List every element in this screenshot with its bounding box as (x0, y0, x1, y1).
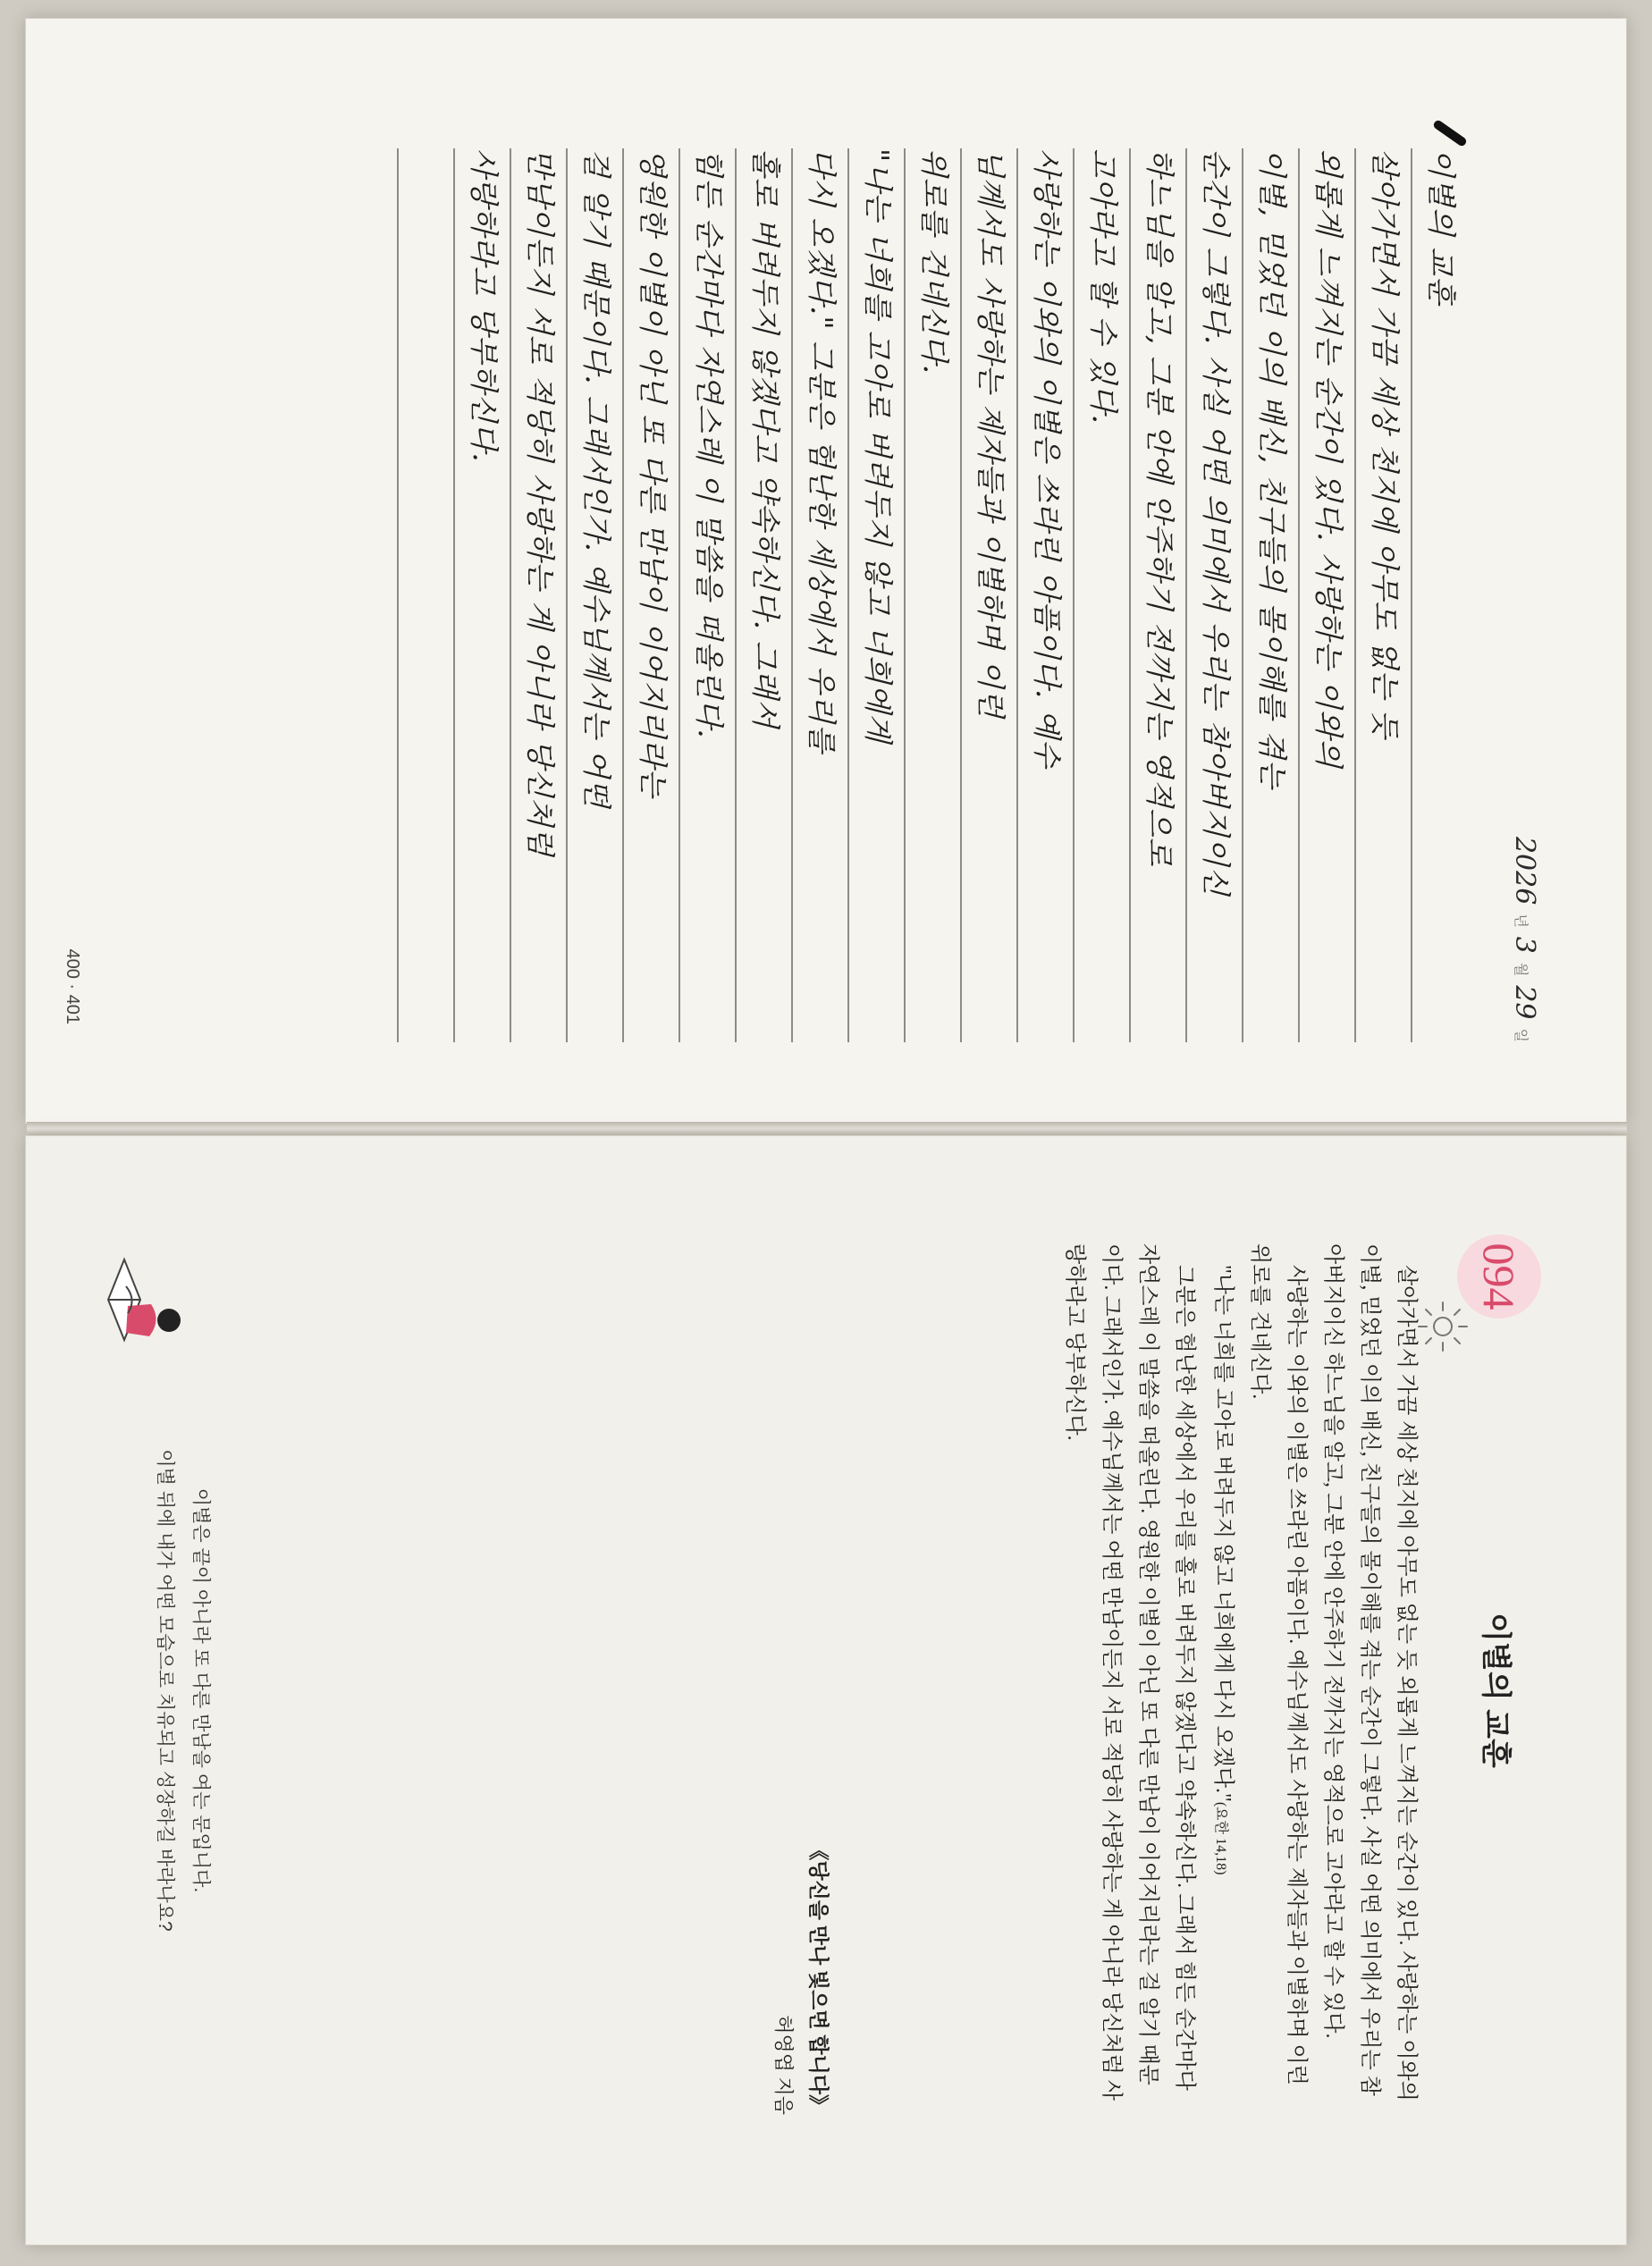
handwritten-lines (397, 148, 1467, 1042)
handwritten-line: 다시 오겠다." 그분은 험난한 세상에서 우리를 (791, 148, 847, 1042)
date-day: 29 (1509, 985, 1540, 1020)
handwritten-line: 영원한 이별이 아닌 또 다른 만남이 이어지리라는 (622, 148, 678, 1042)
date-month-unit: 월 (1513, 962, 1530, 977)
date-month: 3 (1509, 936, 1540, 954)
handwritten-line: 살아가면서 가끔 세상 천지에 아무도 없는 듯 (1354, 148, 1411, 1042)
date-line (1509, 837, 1540, 1042)
handwritten-line: 위로를 건네신다. (904, 148, 960, 1042)
date-day-unit: 일 (1513, 1028, 1530, 1042)
book-spine (27, 1122, 1627, 1135)
quote-reference: (요한 14,18) (1213, 1801, 1228, 1875)
handwritten-line: 이별, 믿었던 이의 배신, 친구들의 몰이해를 겪는 (1242, 148, 1298, 1042)
handwritten-line: "나는 너희를 고아로 버려두지 않고 너희에게 (847, 148, 904, 1042)
chapter-title: 이별의 교훈 (1479, 1613, 1513, 1768)
paragraph-1: 살아가면서 가끔 세상 천지에 아무도 없는 듯 외롭게 느껴지는 순간이 있다. 사랑하는 이와의 이별, 믿었던 이의 배신, 친구들의 몰이해를 겪는 순간이 그렇다. 사실 어떤 의미에서 우리는 참아버지이신 하느님을 알고, 그분 안에 안주하기 전까지는 영적으로 고아라고 할 수 있다. (1321, 1243, 1418, 2102)
handwritten-line: 고아라고 할 수 있다. (1073, 148, 1129, 1042)
scripture-quote (1202, 1243, 1241, 2102)
paragraph-3: 그분은 험난한 세상에서 우리를 홀로 버려두지 않겠다고 약속하신다. 그래서 힘든 순간마다 자연스레 이 말씀을 떠올린다. 영원한 이별이 아닌 또 다른 만남이 이어지리라는 걸 알기 때문이다. 그래서인가. 예수님께서는 어떤 만남이든지 서로 적당히 사랑하는 게 아니라 당신처럼 사랑하라고 당부하신다. (1063, 1243, 1196, 2101)
handwritten-line: 사랑하는 이와의 이별은 쓰라린 아픔이다. 예수 (1016, 148, 1073, 1042)
handwritten-line: 힘든 순간마다 자연스레 이 말씀을 떠올린다. (678, 148, 735, 1042)
handwritten-line: 순간이 그렇다. 사실 어떤 의미에서 우리는 참아버지이신 (1185, 148, 1242, 1042)
footer-line-1: 이별은 끝이 아니라 또 다른 만남을 여는 문입니다. (190, 1487, 211, 1893)
date-year: 2026 (1509, 836, 1540, 906)
reader-illustration-icon (97, 1251, 196, 1358)
handwritten-line: 사랑하라고 당부하신다. (453, 148, 510, 1042)
handwritten-line: 만남이든지 서로 적당히 사랑하는 게 아니라 당신처럼 (510, 148, 566, 1042)
quote-text: "나는 너희를 고아로 버려두지 않고 너희에게 다시 오겠다." (1211, 1265, 1235, 1802)
handwritten-line: 이별의 교훈 (1411, 148, 1467, 1042)
handwritten-line: 하느님을 알고, 그분 안에 안주하기 전까지는 영적으로 (1129, 148, 1185, 1042)
handwritten-line: 걸 알기 때문이다. 그래서인가. 예수님께서는 어떤 (566, 148, 622, 1042)
date-year-unit: 년 (1513, 914, 1530, 928)
body-text (1056, 1243, 1424, 2102)
book-author: 허영엽 지음 (772, 2015, 795, 2115)
footer-line-2: 이별 뒤에 내가 어떤 모습으로 치유되고 성장하길 바라나요? (155, 1449, 175, 1932)
entry-number-badge: 094 (1457, 1234, 1541, 1318)
page-number: 400 · 401 (63, 948, 82, 1024)
handwriting-page (25, 18, 1627, 1124)
handwritten-line: 외롭게 느껴지는 순간이 있다. 사랑하는 이와의 (1298, 148, 1354, 1042)
printed-page (25, 1135, 1627, 2245)
paragraph-2: 사랑하는 이와의 이별은 쓰라린 아픔이다. 예수님께서도 사랑하는 제자들과 이별하며 이런 위로를 건네신다. (1248, 1243, 1308, 2085)
handwritten-line: 님께서도 사랑하는 제자들과 이별하며 이런 (960, 148, 1016, 1042)
handwritten-line: 홀로 버려두지 않겠다고 약속하신다. 그래서 (735, 148, 791, 1042)
book-title: 《당신을 만나 빛으면 합니다》 (807, 1840, 830, 2115)
book-reference (771, 1840, 835, 2115)
pen-mark-icon (1432, 119, 1468, 147)
handwritten-line (397, 148, 453, 1042)
